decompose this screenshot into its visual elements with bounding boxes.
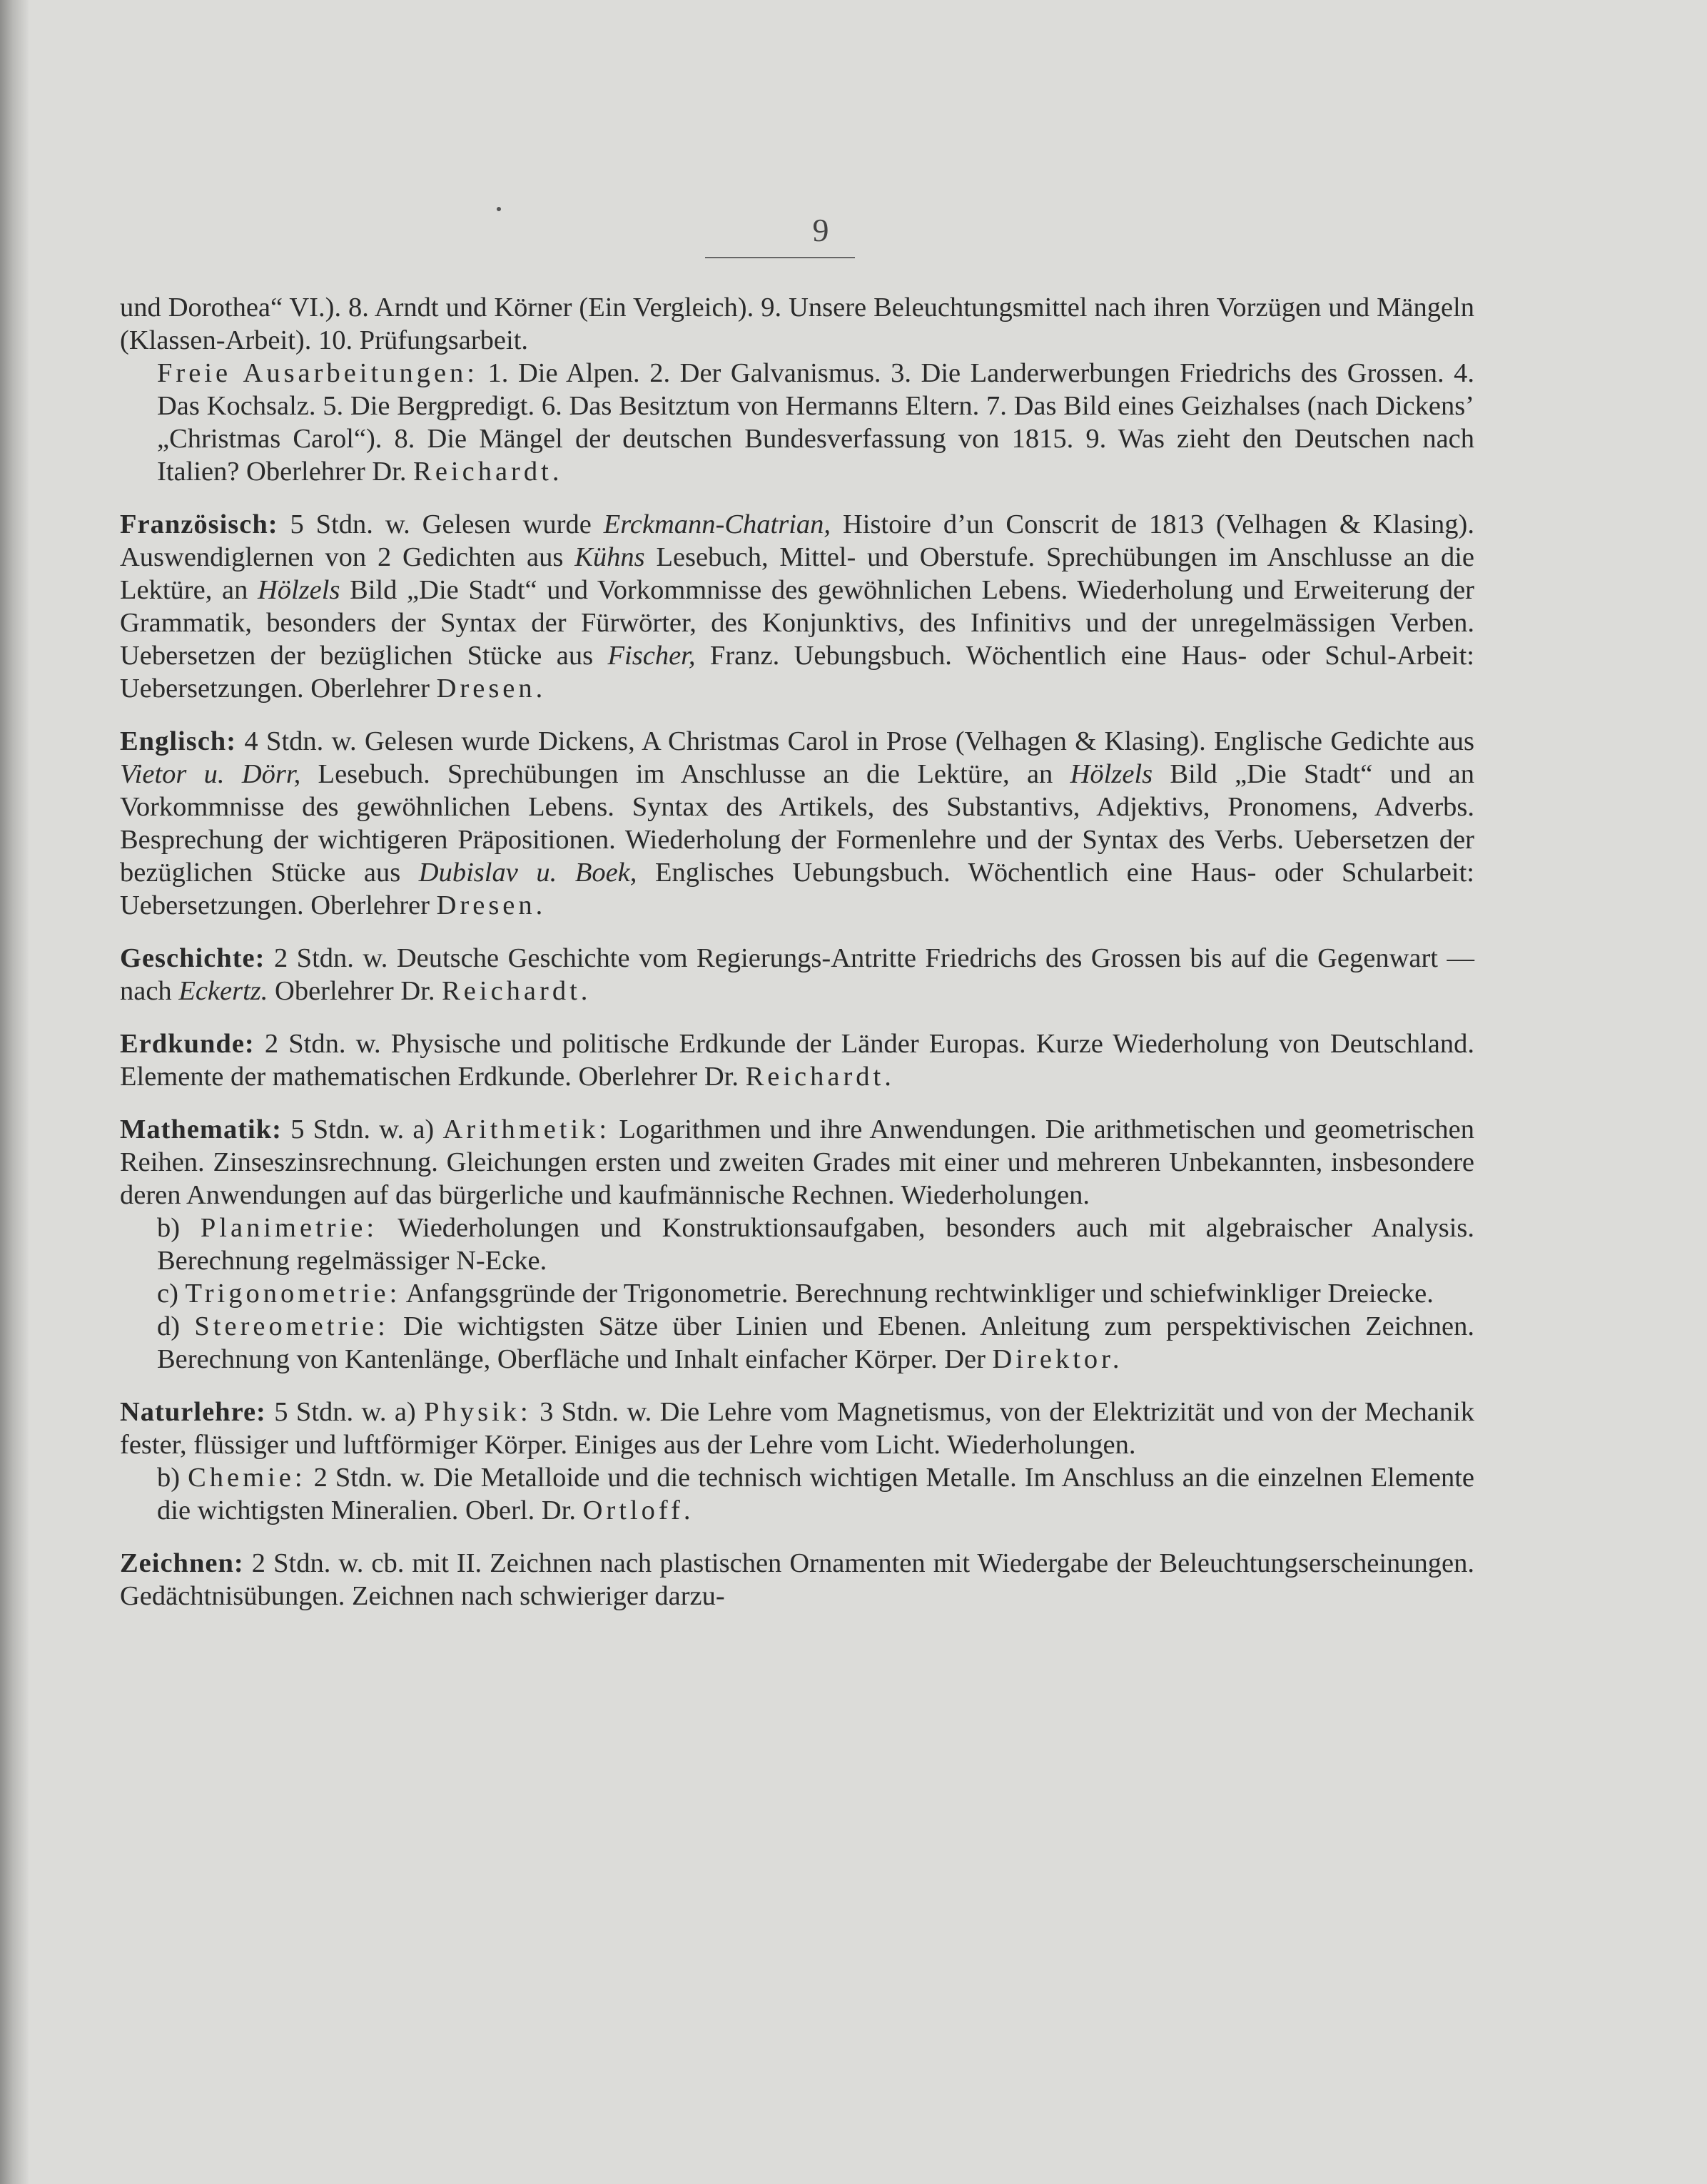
section-heading: Erdkunde: bbox=[120, 1029, 255, 1059]
page-number: 9 bbox=[812, 212, 829, 248]
speck-mark bbox=[497, 207, 501, 211]
body-text bbox=[120, 291, 1474, 1612]
header-rule bbox=[705, 257, 855, 258]
section-zeichnen: Zeichnen: 2 Stdn. w. cb. mit II. Zeichnen nach plastischen Ornamenten mit Wiedergabe der Beleuchtungserscheinungen. Gedächtnisübungen. Zeichnen nach schwieriger darzu- bbox=[120, 1548, 1474, 1611]
section-erdkunde: Erdkunde: 2 Stdn. w. Physische und politische Erdkunde der Länder Europas. Kurze Wiederholung von Deutschland. Elemente der mathematischen Erdkunde. Oberlehrer Dr. Reichardt. bbox=[120, 1029, 1474, 1092]
math-trigonometrie: c) Trigonometrie: Anfangsgründe der Trigonometrie. Berechnung rechtwinkliger und schiefwinkliger Dreiecke. bbox=[157, 1279, 1434, 1309]
section-franzoesisch: Französisch: 5 Stdn. w. Gelesen wurde Erckmann-Chatrian, Histoire d’un Conscrit de 1813 (Velhagen & Klasing). Auswendiglernen von 2 Gedichten aus Kühns Lesebuch, Mittel- und Oberstufe. Sprechübungen im Anschlusse an die Lektüre, an Hölzels Bild „Die Stadt“ und Vorkommnisse des gewöhnlichen Lebens. Wiederholung und Erweiterung der Grammatik, besonders der Syntax der Fürwörter, des Konjunktivs, des Infinitivs und der unregelmässigen Verben. Uebersetzen der bezüglichen Stücke aus Fischer, Franz. Uebungsbuch. Wöchentlich eine Haus- oder Schul-Arbeit: Uebersetzungen. Oberlehrer Dresen. bbox=[120, 509, 1474, 704]
section-heading: Mathematik: bbox=[120, 1114, 282, 1144]
scan-edge-shadow bbox=[0, 0, 29, 2184]
section-heading: Zeichnen: bbox=[120, 1548, 244, 1578]
section-heading: Französisch: bbox=[120, 509, 278, 539]
free-essays-paragraph: Freie Ausarbeitungen: 1. Die Alpen. 2. Der Galvanismus. 3. Die Landerwerbungen Friedrichs des Grossen. 4. Das Kochsalz. 5. Die Bergpredigt. 6. Das Besitztum von Hermanns Eltern. 7. Das Bild eines Geizhalses (nach Dickens’ „Christmas Carol“). 8. Die Mängel der deutschen Bundesverfassung von 1815. 9. Was zieht den Deutschen nach Italien? Oberlehrer Dr. Reichardt. bbox=[157, 358, 1474, 487]
math-planimetrie: b) Planimetrie: Wiederholungen und Konstruktionsaufgaben, besonders auch mit algebraischer Analysis. Berechnung regelmässiger N-Ecke. bbox=[157, 1213, 1474, 1276]
natur-chemie: b) Chemie: 2 Stdn. w. Die Metalloide und die technisch wichtigen Metalle. Im Anschluss an die einzelnen Elemente die wichtigsten Mineralien. Oberl. Dr. Ortloff. bbox=[157, 1463, 1474, 1525]
section-heading: Naturlehre: bbox=[120, 1397, 266, 1427]
math-stereometrie: d) Stereometrie: Die wichtigsten Sätze über Linien und Ebenen. Anleitung zum perspektivischen Zeichnen. Berechnung von Kantenlänge, Oberfläche und Inhalt einfacher Körper. Der Direktor. bbox=[157, 1311, 1474, 1374]
intro-paragraph: und Dorothea“ VI.). 8. Arndt und Körner (Ein Vergleich). 9. Unsere Beleuchtungsmittel nach ihren Vorzügen und Mängeln (Klassen-Arbeit). 10. Prüfungsarbeit. bbox=[120, 293, 1474, 355]
document-page bbox=[29, 0, 1707, 2184]
section-heading: Englisch: bbox=[120, 726, 237, 756]
section-heading: Geschichte: bbox=[120, 943, 265, 973]
section-naturlehre: Naturlehre: 5 Stdn. w. a) Physik: 3 Stdn. w. Die Lehre vom Magnetismus, von der Elektrizität und von der Mechanik fester, flüssiger und luftförmiger Körper. Einiges aus der Lehre vom Licht. Wiederholungen. bbox=[120, 1397, 1475, 1460]
section-englisch: Englisch: 4 Stdn. w. Gelesen wurde Dickens, A Christmas Carol in Prose (Velhagen & Klasing). Englische Gedichte aus Vietor u. Dörr, Lesebuch. Sprechübungen im Anschlusse an die Lektüre, an Hölzels Bild „Die Stadt“ und an Vorkommnisse des gewöhnlichen Lebens. Syntax des Artikels, des Substantivs, Adjektivs, Pronomens, Adverbs. Besprechung der wichtigeren Präpositionen. Wiederholung der Formenlehre und der Syntax des Verbs. Uebersetzen der bezüglichen Stücke aus Dubislav u. Boek, Englisches Uebungsbuch. Wöchentlich eine Haus- oder Schularbeit: Uebersetzungen. Oberlehrer Dresen. bbox=[120, 726, 1474, 920]
section-mathematik: Mathematik: 5 Stdn. w. a) Arithmetik: Logarithmen und ihre Anwendungen. Die arithmetischen und geometrischen Reihen. Zinseszinsrechnung. Gleichungen ersten und zweiten Grades mit einer und mehreren Unbekannten, insbesondere deren Anwendungen auf das bürgerliche und kaufmännische Rechnen. Wiederholungen. bbox=[120, 1114, 1474, 1210]
section-geschichte: Geschichte: 2 Stdn. w. Deutsche Geschichte vom Regierungs-Antritte Friedrichs des Grossen bis auf die Gegenwart — nach Eckertz. Oberlehrer Dr. Reichardt. bbox=[120, 943, 1474, 1006]
